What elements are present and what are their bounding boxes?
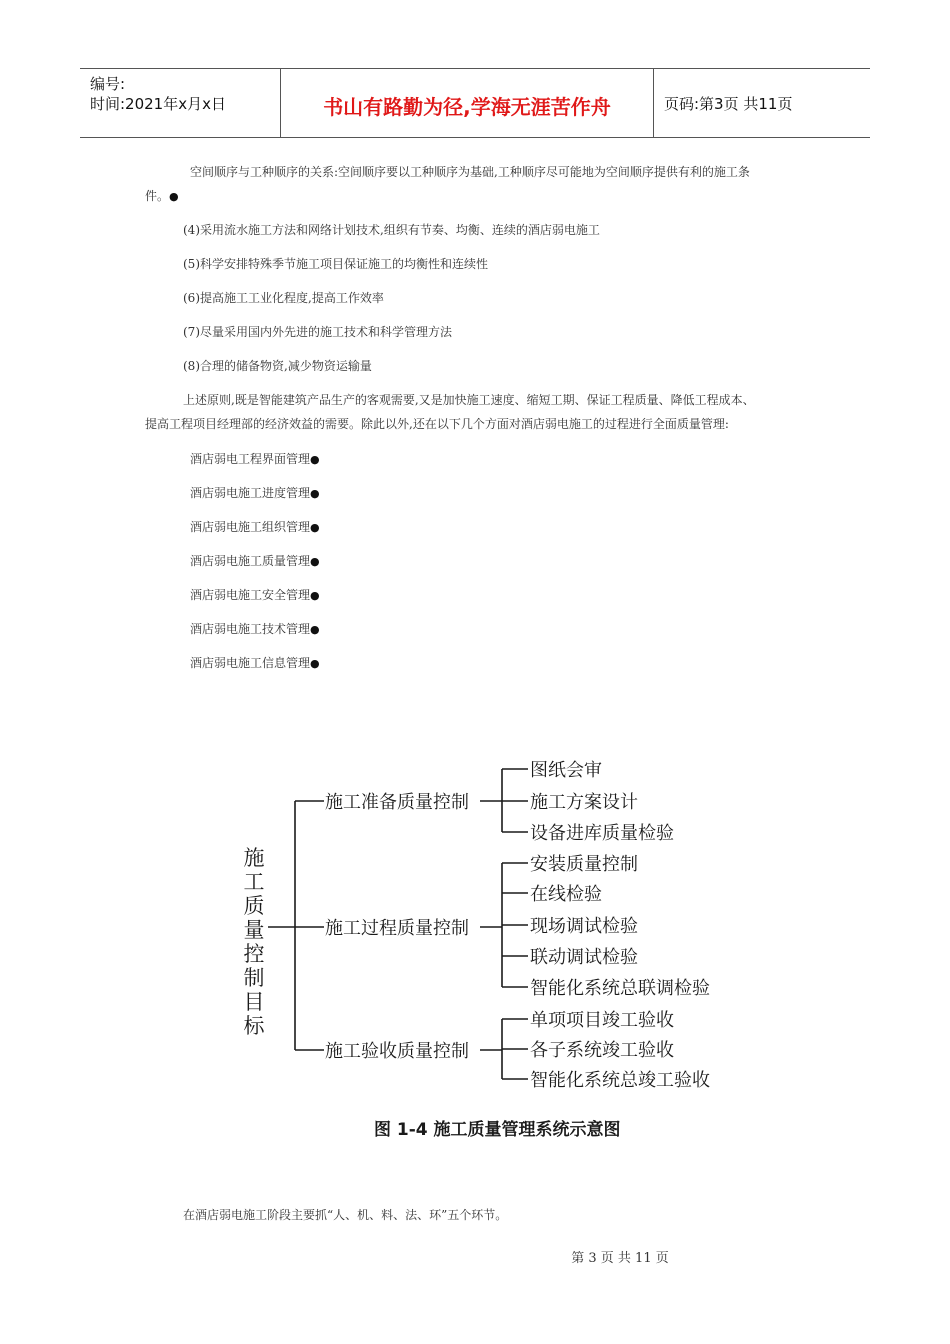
- management-bullet: [190, 485, 320, 502]
- bullet-icon: ●: [310, 589, 320, 602]
- leaf-label: 图纸会审: [530, 760, 602, 781]
- branch-label: 施工准备质量控制: [325, 792, 469, 813]
- principle-item: (4)采用流水施工方法和网络计划技术,组织有节奏、均衡、连续的酒店弱电施工: [183, 223, 600, 237]
- principle-item: (6)提高施工工业化程度,提高工作效率: [183, 291, 384, 305]
- management-bullet-text: 酒店弱电施工技术管理: [190, 622, 311, 636]
- management-bullet: [190, 655, 320, 672]
- diagram-branches: [325, 792, 469, 1062]
- leaf-label: 设备进库质量检验: [530, 823, 674, 844]
- leaf-label: 在线检验: [530, 884, 602, 905]
- diagram-leaves: [530, 760, 710, 1091]
- management-bullet-text: 酒店弱电工程界面管理: [190, 452, 311, 466]
- motto-text: 书山有路勤为径,学海无涯苦作舟: [323, 95, 611, 119]
- root-char: 工: [243, 870, 265, 894]
- principle-item: (8)合理的储备物资,减少物资运输量: [183, 359, 372, 373]
- intro-line-1: 空间顺序与工种顺序的关系:空间顺序要以工种顺序为基础,工种顺序尽可能地为空间顺序提供有利的施工条: [190, 165, 750, 179]
- closing-paragraph: 在酒店弱电施工阶段主要抓“人、机、料、法、环”五个环节。: [183, 1208, 508, 1222]
- leaf-label: 安装质量控制: [530, 854, 638, 875]
- branch-label: 施工验收质量控制: [325, 1041, 469, 1062]
- management-bullet-text: 酒店弱电施工质量管理: [190, 554, 311, 568]
- bullet-icon: ●: [310, 453, 320, 466]
- diagram-svg: [230, 745, 750, 1155]
- bullet-icon: ●: [310, 555, 320, 568]
- root-char: 标: [243, 1014, 265, 1038]
- management-bullet: [190, 587, 320, 604]
- leaf-label: 现场调试检验: [530, 916, 638, 937]
- principle-item: (5)科学安排特殊季节施工项目保证施工的均衡性和连续性: [183, 257, 489, 271]
- bullet-icon: ●: [310, 623, 320, 636]
- bullet-icon: ●: [169, 190, 179, 203]
- header-meta-cell: [80, 69, 281, 137]
- leaf-label: 联动调试检验: [530, 947, 638, 968]
- leaf-label: 单项项目竣工验收: [530, 1010, 674, 1031]
- page-footer: 第 3 页 共 11 页: [571, 1251, 669, 1266]
- diagram-root: [244, 846, 266, 1038]
- root-char: 量: [243, 918, 265, 942]
- page-header: [80, 68, 870, 138]
- page-label: 页码:第3页 共11页: [664, 95, 793, 113]
- header-page-cell: [654, 69, 870, 137]
- intro-line-2-text: 件。: [145, 189, 170, 203]
- leaf-label: 施工方案设计: [530, 792, 638, 813]
- bullet-icon: ●: [310, 487, 320, 500]
- branch-label: 施工过程质量控制: [325, 918, 469, 939]
- bullet-icon: ●: [310, 657, 320, 670]
- serial-label: 编号:: [90, 75, 126, 93]
- management-bullet-text: 酒店弱电施工进度管理: [190, 486, 311, 500]
- leaf-label: 智能化系统总竣工验收: [530, 1070, 710, 1091]
- bullet-icon: ●: [310, 521, 320, 534]
- summary-line-1: 上述原则,既是智能建筑产品生产的客观需要,又是加快施工速度、缩短工期、保证工程质量、降低工程成本、: [183, 393, 755, 407]
- management-bullet-text: 酒店弱电施工组织管理: [190, 520, 311, 534]
- root-char: 质: [243, 894, 265, 918]
- summary-line-2: 提高工程项目经理部的经济效益的需要。除此以外,还在以下几个方面对酒店弱电施工的过程进行全面质量管理:: [145, 417, 729, 431]
- diagram-caption: 图 1-4 施工质量管理系统示意图: [374, 1120, 621, 1140]
- header-motto-cell: [281, 69, 654, 137]
- root-char: 目: [243, 990, 265, 1014]
- intro-line-2: [145, 188, 179, 205]
- root-char: 控: [243, 942, 265, 966]
- management-bullet: [190, 451, 320, 468]
- management-bullet: [190, 621, 320, 638]
- root-char: 制: [243, 966, 265, 990]
- management-bullet: [190, 519, 320, 536]
- time-label: 时间:2021年x月x日: [90, 95, 226, 113]
- management-bullet-text: 酒店弱电施工信息管理: [190, 656, 311, 670]
- root-char: 施: [243, 846, 265, 870]
- quality-control-diagram: [230, 745, 750, 1155]
- management-bullet-text: 酒店弱电施工安全管理: [190, 588, 311, 602]
- principle-item: (7)尽量采用国内外先进的施工技术和科学管理方法: [183, 325, 452, 339]
- leaf-label: 智能化系统总联调检验: [530, 978, 710, 999]
- leaf-label: 各子系统竣工验收: [530, 1040, 674, 1061]
- management-bullet: [190, 553, 320, 570]
